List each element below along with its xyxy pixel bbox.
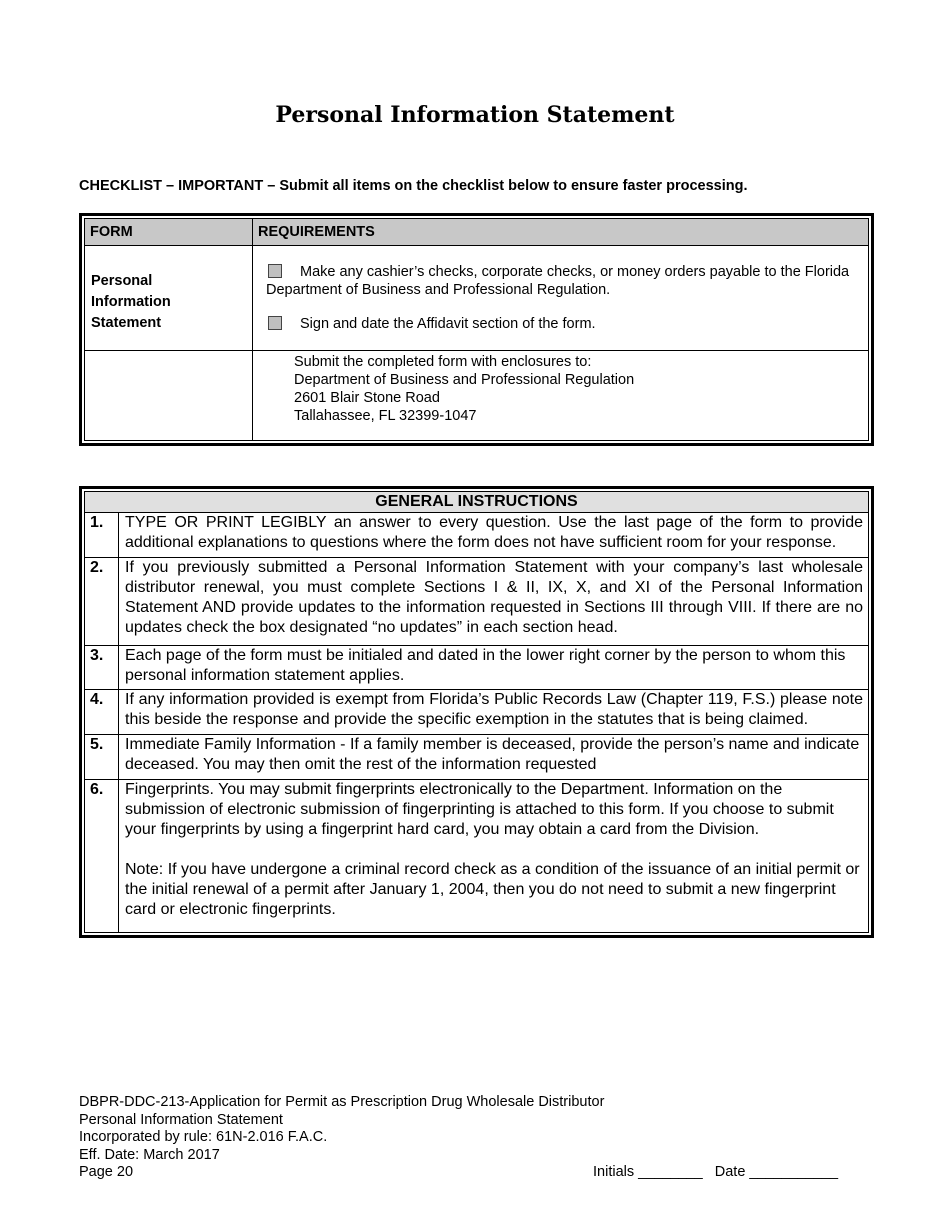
instruction-number: 6. <box>85 779 119 932</box>
date-field[interactable]: Date ___________ <box>714 1164 839 1180</box>
footer-line: Eff. Date: March 2017 <box>79 1146 220 1163</box>
general-instructions-table <box>79 486 874 938</box>
footer-line: Page 20 <box>79 1164 134 1180</box>
address-line: 2601 Blair Stone Road <box>294 390 440 406</box>
footer-line: DBPR-DDC-213-Application for Permit as Prescription Drug Wholesale Distributor <box>79 1094 605 1110</box>
instruction-text: TYPE OR PRINT LEGIBLY an answer to every question. Use the last page of the form to provide additional explanations to questions where the form does not have sufficient room for your response. <box>119 513 869 558</box>
form-name-line: Statement <box>91 315 162 331</box>
general-instructions-heading: GENERAL INSTRUCTIONS <box>85 492 869 513</box>
address-line: Department of Business and Professional Regulation <box>294 372 635 388</box>
footer <box>79 1094 604 1182</box>
instruction-number: 3. <box>85 645 119 690</box>
instruction-cell <box>119 779 869 932</box>
instruction-number: 1. <box>85 513 119 558</box>
instruction-text: Immediate Family Information - If a family member is deceased, provide the person’s name and indicate deceased. You may then omit the rest of the information requested <box>119 734 869 779</box>
initials-field[interactable]: Initials ________ <box>593 1164 703 1180</box>
header-requirements: REQUIREMENTS <box>253 219 869 246</box>
initials-date <box>593 1164 838 1180</box>
form-name-cell <box>85 246 253 351</box>
address-line: Submit the completed form with enclosures to: <box>294 354 592 370</box>
empty-cell <box>85 351 253 441</box>
header-form: FORM <box>85 219 253 246</box>
instruction-number: 5. <box>85 734 119 779</box>
address-line: Tallahassee, FL 32399-1047 <box>294 408 477 424</box>
instruction-text: Fingerprints. You may submit fingerprints electronically to the Department. Information on the submission of electronic submission of fingerprinting is attached to this form. If you choose to submit your fingerprints by using a fingerprint hard card, you may obtain a card from the Division. <box>125 780 834 838</box>
requirement-text: Make any cashier’s checks, corporate checks, or money orders payable to the Florida Department of Business and Professional Regulation. <box>266 264 850 298</box>
page-title: Personal Information Statement <box>275 102 675 128</box>
requirement-text: Sign and date the Affidavit section of the form. <box>300 316 596 332</box>
instruction-note: Note: If you have undergone a criminal record check as a condition of the issuance of an initial permit or the initial renewal of a permit after January 1, 2004, then you do not need to submit a new fingerprint card or electronic fingerprints. <box>125 860 860 918</box>
instruction-number: 4. <box>85 690 119 735</box>
instruction-text: If any information provided is exempt from Florida’s Public Records Law (Chapter 119, F.S.) please note this beside the response and provide the specific exemption in the statutes that is being claimed. <box>119 690 869 735</box>
requirement-item <box>266 315 857 333</box>
requirements-cell <box>253 246 869 351</box>
requirement-checkbox[interactable] <box>268 316 282 330</box>
submit-address-cell <box>253 351 869 441</box>
form-name-line: Personal <box>91 273 153 289</box>
footer-line: Personal Information Statement <box>79 1111 283 1128</box>
instruction-number: 2. <box>85 557 119 645</box>
checklist-table <box>79 213 874 446</box>
instruction-text: If you previously submitted a Personal Information Statement with your company’s last wholesale distributor renewal, you must complete Sections I & II, IX, X, and XI of the Personal Information Statement AND provide updates to the information requested in Sections III through VIII. If there are no updates check the box designated “no updates” in each section head. <box>119 557 869 645</box>
checklist-heading: CHECKLIST – IMPORTANT – Submit all items on the checklist below to ensure faster processing. <box>79 178 748 194</box>
requirement-checkbox[interactable] <box>268 264 282 278</box>
instruction-text: Each page of the form must be initialed and dated in the lower right corner by the person to whom this personal information statement applies. <box>119 645 869 690</box>
requirement-item <box>266 263 857 299</box>
footer-line: Incorporated by rule: 61N-2.016 F.A.C. <box>79 1129 328 1145</box>
form-name-line: Information <box>91 294 171 310</box>
